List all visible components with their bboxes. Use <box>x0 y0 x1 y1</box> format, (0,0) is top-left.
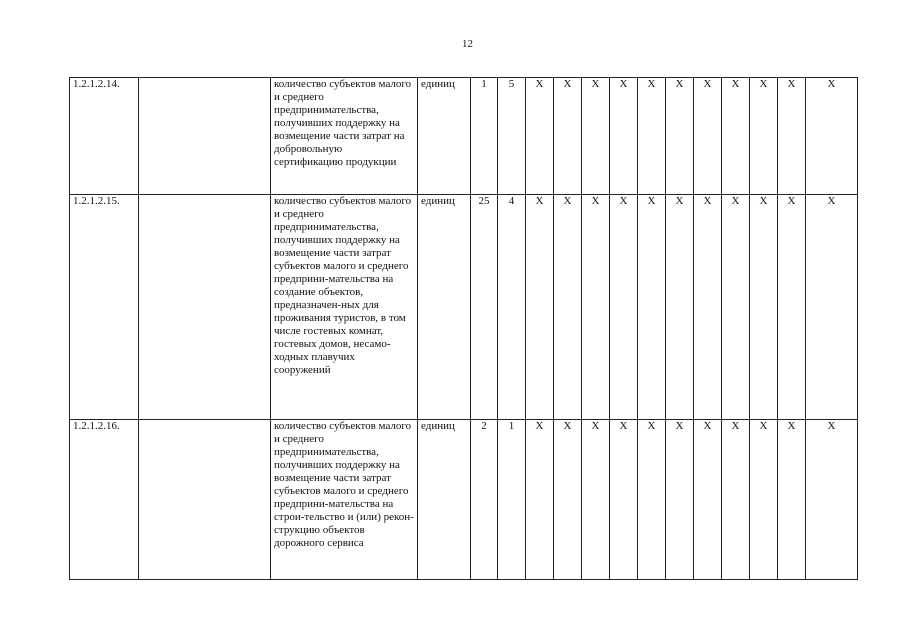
x-mark: X <box>610 78 638 195</box>
indicator-code: 1.2.1.2.14. <box>70 78 139 195</box>
x-mark: X <box>778 420 806 580</box>
x-mark: X <box>638 195 666 420</box>
x-mark: X <box>806 78 858 195</box>
indicator-unit: единиц <box>418 78 471 195</box>
page-number: 12 <box>462 38 473 50</box>
x-mark: X <box>806 420 858 580</box>
table-row <box>70 195 858 420</box>
table-row <box>70 78 858 195</box>
x-mark: X <box>666 420 694 580</box>
x-mark: X <box>666 78 694 195</box>
x-mark: X <box>694 78 722 195</box>
x-mark: X <box>722 420 750 580</box>
x-mark: X <box>554 195 582 420</box>
x-mark: X <box>722 78 750 195</box>
indicator-description: количество субъектов малого и среднего предпринимательства, получивших поддержку на возмещение части затрат субъектов малого и среднего предприни-мательства на создание объектов, предназначен-ных для проживания туристов, в том числе гостевых комнат, гостевых домов, несамо-ходных плавучих сооружений <box>271 195 418 420</box>
x-mark: X <box>554 420 582 580</box>
x-mark: X <box>526 195 554 420</box>
indicator-value-1: 2 <box>471 420 498 580</box>
x-mark: X <box>666 195 694 420</box>
x-mark: X <box>582 78 610 195</box>
x-mark: X <box>750 195 778 420</box>
x-mark: X <box>750 78 778 195</box>
x-mark: X <box>610 195 638 420</box>
indicator-description: количество субъектов малого и среднего предпринимательства, получивших поддержку на возмещение части затрат субъектов малого и среднего предприни-мательства на строи-тельство и (или) рекон-струкцию объектов дорожного сервиса <box>271 420 418 580</box>
indicator-unit: единиц <box>418 420 471 580</box>
x-mark: X <box>582 195 610 420</box>
x-mark: X <box>722 195 750 420</box>
x-mark: X <box>806 195 858 420</box>
x-mark: X <box>694 195 722 420</box>
indicator-code: 1.2.1.2.15. <box>70 195 139 420</box>
indicator-value-2: 4 <box>498 195 526 420</box>
table-row <box>70 420 858 580</box>
indicator-description: количество субъектов малого и среднего предпринимательства, получивших поддержку на возмещение части затрат на добровольную сертификацию продукции <box>271 78 418 195</box>
indicator-value-1: 25 <box>471 195 498 420</box>
indicator-code: 1.2.1.2.16. <box>70 420 139 580</box>
x-mark: X <box>526 78 554 195</box>
x-mark: X <box>582 420 610 580</box>
x-mark: X <box>638 420 666 580</box>
indicator-value-2: 1 <box>498 420 526 580</box>
x-mark: X <box>750 420 778 580</box>
x-mark: X <box>526 420 554 580</box>
indicator-name <box>139 420 271 580</box>
indicator-name <box>139 195 271 420</box>
x-mark: X <box>778 78 806 195</box>
indicators-table <box>69 77 858 580</box>
indicator-name <box>139 78 271 195</box>
indicator-unit: единиц <box>418 195 471 420</box>
indicator-value-1: 1 <box>471 78 498 195</box>
x-mark: X <box>778 195 806 420</box>
x-mark: X <box>638 78 666 195</box>
indicator-value-2: 5 <box>498 78 526 195</box>
x-mark: X <box>554 78 582 195</box>
x-mark: X <box>610 420 638 580</box>
x-mark: X <box>694 420 722 580</box>
